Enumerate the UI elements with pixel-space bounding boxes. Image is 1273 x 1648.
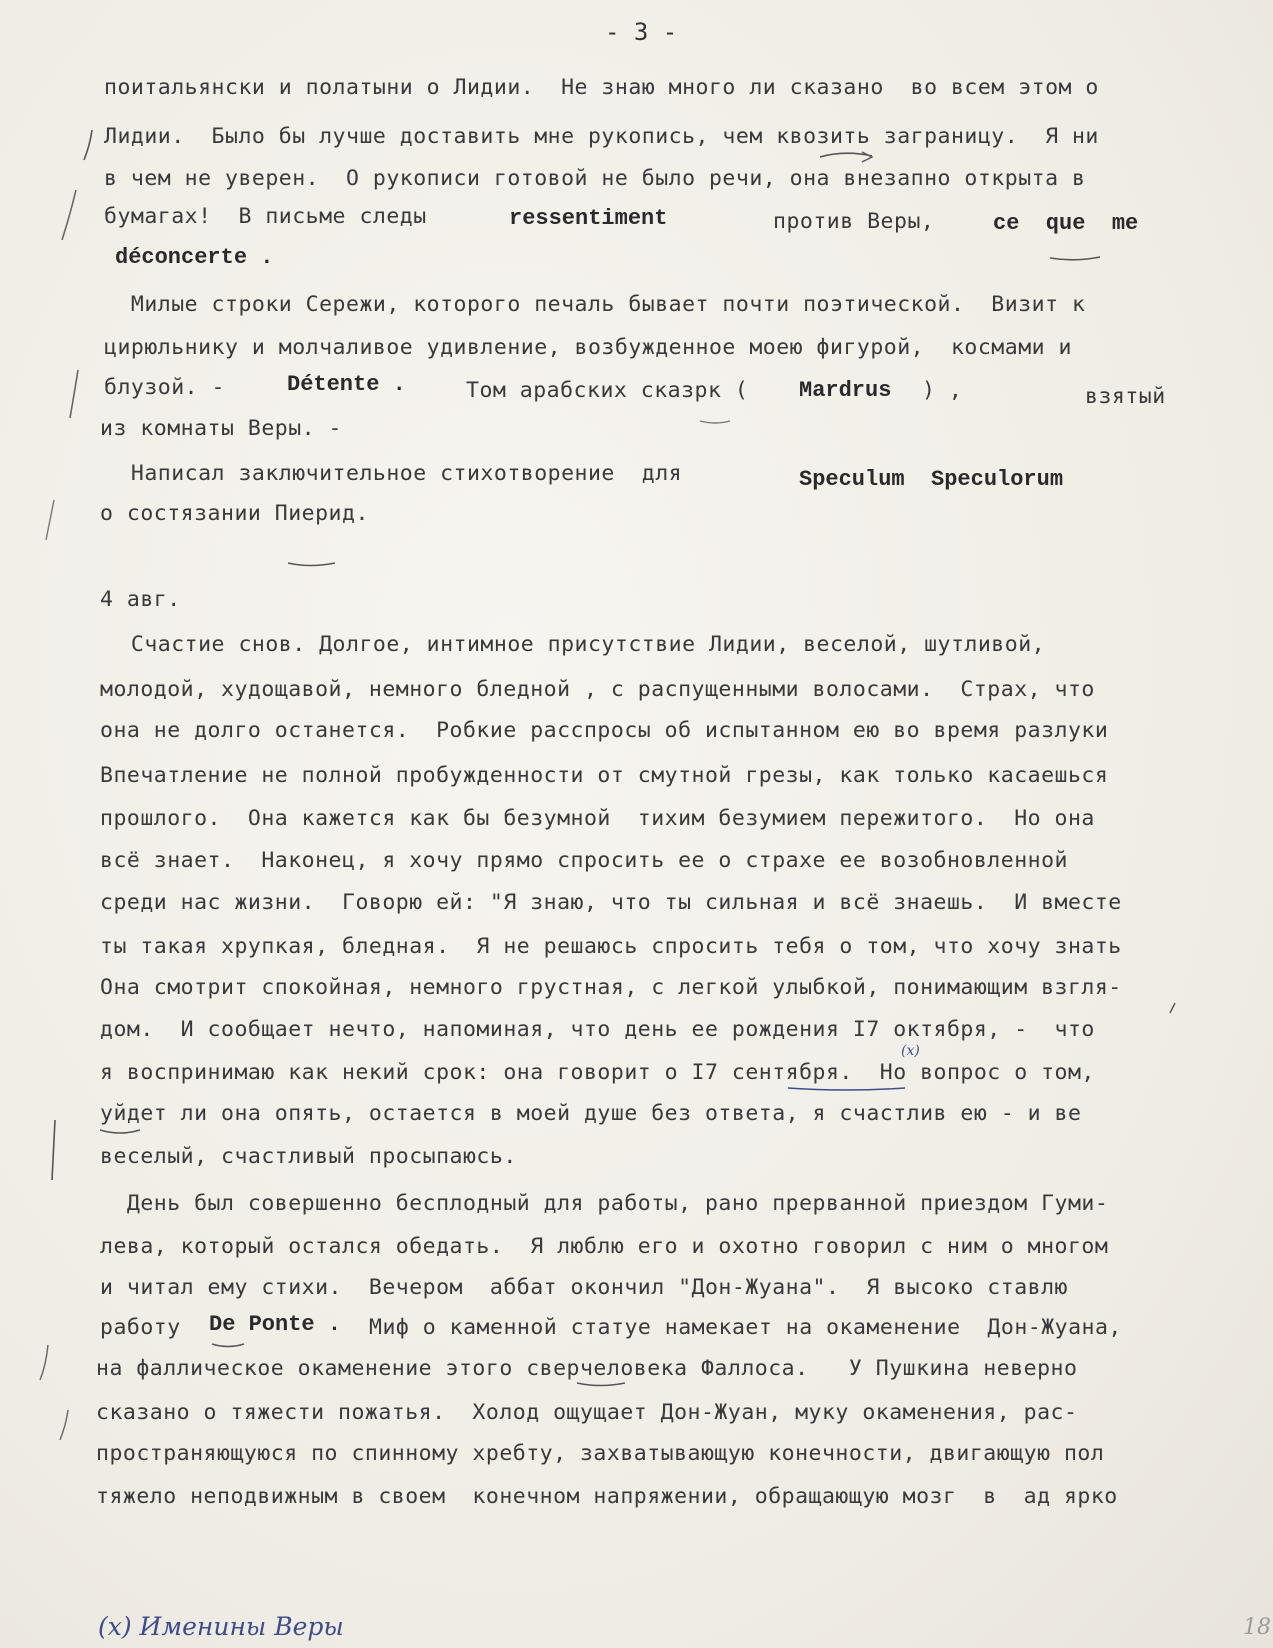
text-line: взятый bbox=[1085, 384, 1166, 409]
latin-word: ressentiment bbox=[509, 206, 668, 231]
text-line: на фаллическое окаменение этого сверчеловека Фаллоса. У Пушкина неверно bbox=[96, 1356, 1078, 1381]
text-line: пространяющуюся по спинному хребту, захватывающую конечности, двигающую пол bbox=[96, 1441, 1105, 1466]
text-line: поитальянски и полатыни о Лидии. Не знаю много ли сказано во всем этом о bbox=[104, 75, 1099, 100]
text-line: Она смотрит спокойная, немного грустная, с легкой улыбкой, понимающим взгля- bbox=[100, 975, 1122, 1000]
text-line: ) , bbox=[922, 378, 963, 403]
text-line: среди нас жизни. Говорю ей: "Я знаю, что ты сильная и всё знаешь. И вместе bbox=[100, 890, 1122, 915]
text-line: бумагах! В письме следы bbox=[104, 204, 427, 229]
handwritten-footnote: (х) Именины Веры bbox=[98, 1612, 344, 1641]
latin-word: Mardrus bbox=[799, 378, 892, 403]
text-line: всё знает. Наконец, я хочу прямо спросить ее о страхе ее возобновленной bbox=[100, 848, 1068, 873]
text-line: работу bbox=[100, 1315, 181, 1340]
text-line: она не долго останется. Робкие расспросы об испытанном ею во время разлуки bbox=[100, 718, 1109, 743]
text-line: сказано о тяжести пожатья. Холод ощущает Дон-Жуан, муку окаменения, рас- bbox=[96, 1400, 1078, 1425]
text-line: из комнаты Веры. - bbox=[100, 416, 342, 441]
text-line: дом. И сообщает нечто, напоминая, что день ее рождения I7 октября, - что bbox=[100, 1017, 1095, 1042]
text-line: День был совершенно бесплодный для работы, рано прерванной приездом Гуми- bbox=[100, 1191, 1109, 1216]
text-line: тяжело неподвижным в своем конечном напряжении, обращающую мозг в ад ярко bbox=[96, 1484, 1118, 1509]
archive-page-number: 18 bbox=[1243, 1615, 1271, 1640]
text-line: Написал заключительное стихотворение для bbox=[104, 461, 683, 486]
text-line: блузой. - bbox=[104, 375, 225, 400]
text-line: и читал ему стихи. Вечером аббат окончил "Дон-Жуана". Я высоко ставлю bbox=[100, 1275, 1068, 1300]
text-line: лева, который остался обедать. Я люблю его и охотно говорил с ним о многом bbox=[100, 1234, 1109, 1259]
text-line: прошлого. Она кажется как бы безумной тихим безумием пережитого. Но она bbox=[100, 806, 1095, 831]
text-line: о состязании Пиерид. bbox=[100, 501, 369, 526]
latin-word: Speculum Speculorum bbox=[799, 467, 1064, 492]
text-line: Миф о каменной статуе намекает на окаменение Дон-Жуана, bbox=[369, 1315, 1122, 1340]
text-line: уйдет ли она опять, остается в моей душе без ответа, я счастлив ею - и ве bbox=[100, 1101, 1082, 1126]
latin-word: De Ponte . bbox=[209, 1312, 342, 1337]
latin-word: déconcerte . bbox=[115, 245, 274, 270]
text-line: цирюльнику и молчаливое удивление, возбужденное моею фигурой, космами и bbox=[104, 335, 1072, 360]
text-line: я воспринимаю как некий срок: она говорит о I7 сентября. Но вопрос о том, bbox=[100, 1060, 1095, 1085]
text-line: Том арабских сказрк ( bbox=[466, 378, 749, 403]
text-line: в чем не уверен. О рукописи готовой не было речи, она внезапно открыта в bbox=[104, 166, 1086, 191]
latin-word: ce que me bbox=[993, 211, 1139, 236]
text-line: веселый, счастливый просыпаюсь. bbox=[100, 1144, 517, 1169]
text-line: Впечатление не полной пробужденности от смутной грезы, как только касаешься bbox=[100, 763, 1109, 788]
date-heading: 4 авг. bbox=[100, 587, 181, 612]
latin-word: Détente . bbox=[287, 372, 406, 397]
text-line: против Веры, bbox=[773, 209, 935, 234]
text-line: Счастие снов. Долгое, интимное присутствие Лидии, веселой, шутливой, bbox=[104, 632, 1046, 657]
text-line: Милые строки Сережи, которого печаль бывает почти поэтической. Визит к bbox=[104, 292, 1086, 317]
svg-text:(x): (x) bbox=[901, 1043, 920, 1059]
page-number: - 3 - bbox=[605, 18, 678, 46]
text-line: ты такая хрупкая, бледная. Я не решаюсь спросить тебя о том, что хочу знать bbox=[100, 934, 1122, 959]
text-line: молодой, худощавой, немного бледной , с распущенными волосами. Страх, что bbox=[100, 677, 1095, 702]
text-line: Лидии. Было бы лучше доставить мне рукопись, чем квозить заграницу. Я ни bbox=[104, 124, 1099, 149]
